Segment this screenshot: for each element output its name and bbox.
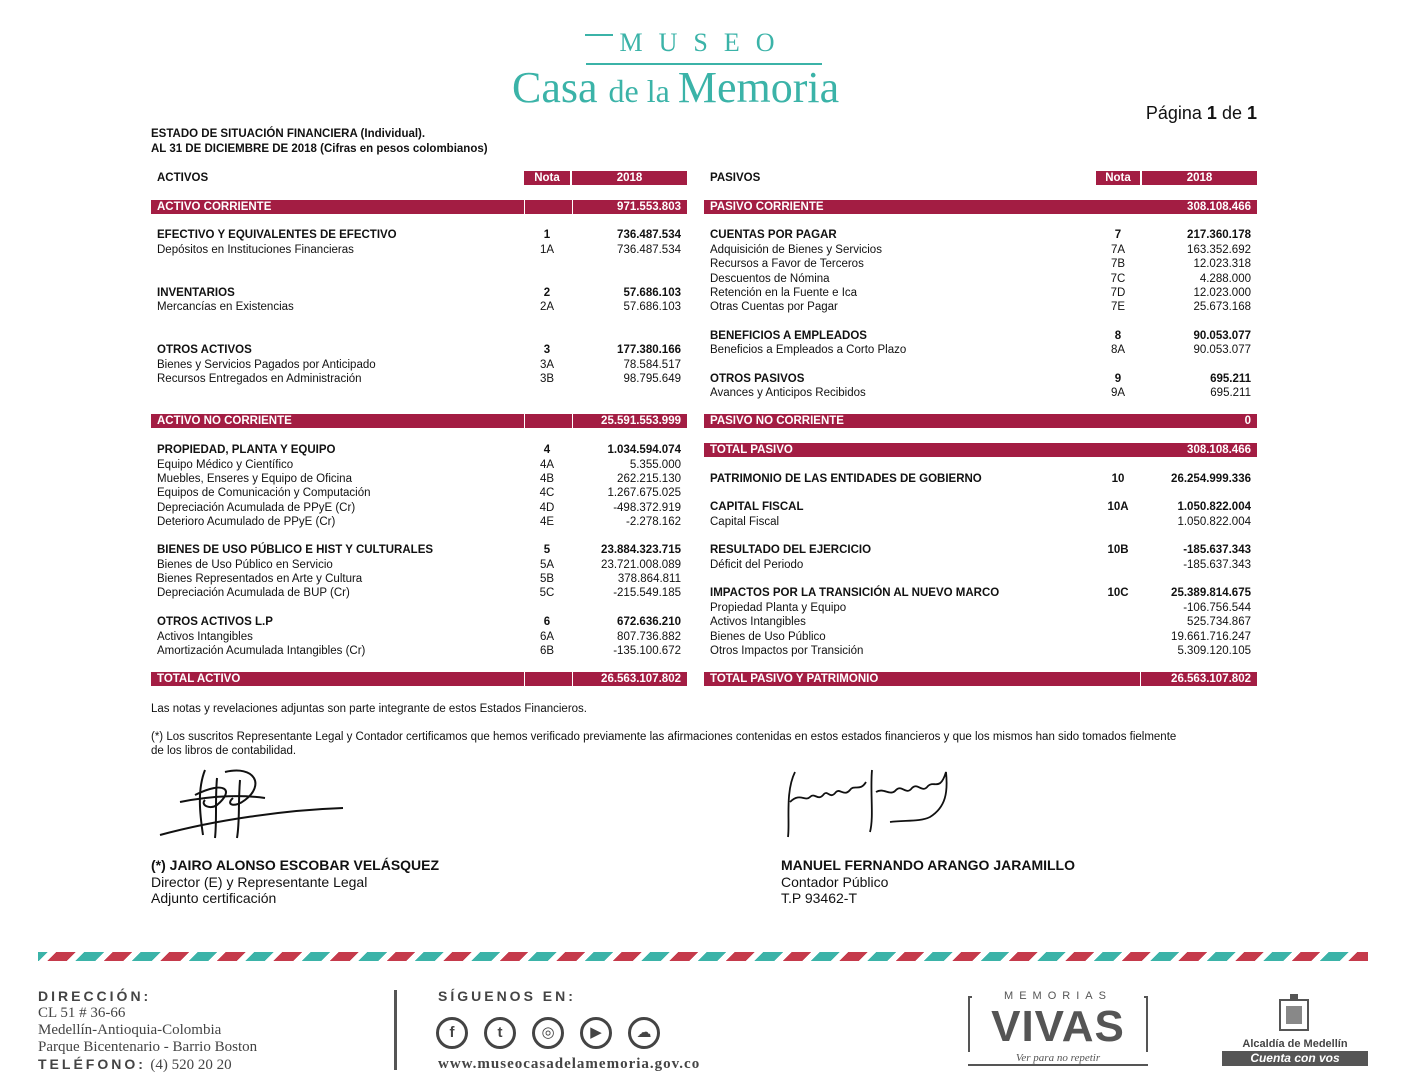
memorias-vivas-main: VIVAS [991,1002,1125,1051]
row-label: INVENTARIOS [157,287,235,299]
row-label: Recursos Entregados en Administración [157,373,362,385]
table-row [704,386,1257,400]
row-nota: 7E [1110,301,1126,313]
row-value: 525.734.867 [1187,616,1251,628]
page-of: de [1221,103,1242,123]
row-label: Equipo Médico y Científico [157,459,294,471]
table-row [704,558,1257,572]
pasivo-corriente-bar [704,200,1257,214]
bar-divider [572,414,573,428]
pasivo-no-corriente-label: PASIVO NO CORRIENTE [710,415,844,427]
row-value: 98.795.649 [623,373,681,385]
pasivo-no-corriente-value: 0 [1244,415,1251,427]
row-nota: 7 [1114,229,1122,241]
row-nota: 9 [1114,373,1122,385]
bar-divider [572,672,573,686]
footer-telefono-value: (4) 520 20 20 [150,1057,232,1073]
row-value: 672.636.210 [617,616,681,628]
row-value: 12.023.318 [1193,258,1251,270]
table-row [704,644,1257,658]
row-label: Depósitos en Instituciones Financieras [157,244,354,256]
youtube-icon[interactable]: ▶ [580,1017,612,1049]
row-nota: 6A [539,631,555,643]
table-row [704,243,1257,257]
row-label: Otros Impactos por Transición [710,645,864,657]
row-value: 12.023.000 [1193,287,1251,299]
row-value: 807.736.882 [617,631,681,643]
signature-right-extra: T.P 93462-T [781,890,858,906]
row-nota: 3A [539,359,555,371]
row-label: Amortización Acumulada Intangibles (Cr) [157,645,366,657]
row-nota: 1 [543,229,551,241]
bar-divider [524,200,525,214]
signature-right-image [780,762,960,842]
activo-corriente-bar [151,200,687,214]
report-title: ESTADO DE SITUACIÓN FINANCIERA (Individual). [151,128,426,140]
table-row [151,458,687,472]
row-value: -2.278.162 [626,516,681,528]
activo-corriente-value: 971.553.803 [617,201,681,213]
row-value: 25.673.168 [1193,301,1251,313]
activo-no-corriente-bar [151,414,687,428]
row-nota: 2 [543,287,551,299]
bar-divider [524,414,525,428]
total-pasivo-patrimonio-value: 26.563.107.802 [1171,673,1251,685]
pasivos-header-label: PASIVOS [710,172,761,184]
total-pasivo-patrimonio-label: TOTAL PASIVO Y PATRIMONIO [710,673,879,685]
row-value: -135.100.672 [613,645,681,657]
page-current: 1 [1206,103,1217,123]
signature-right-name: MANUEL FERNANDO ARANGO JARAMILLO [781,857,1075,873]
total-activo-value: 26.563.107.802 [601,673,681,685]
row-value: 23.721.008.089 [601,559,681,571]
table-row [151,572,687,586]
page-total: 1 [1246,103,1257,123]
table-row [704,257,1257,271]
row-label: Bienes de Uso Público en Servicio [157,559,333,571]
table-row [151,515,687,529]
notes-line1: Las notas y revelaciones adjuntas son parte integrante de estos Estados Financieros. [151,703,587,715]
row-value: 163.352.692 [1187,244,1251,256]
bar-divider [1140,672,1141,686]
alcaldia-shield-icon [1272,994,1316,1036]
table-row [151,300,687,314]
row-nota: 4E [539,516,555,528]
row-nota: 8 [1114,330,1122,342]
total-pasivo-value: 308.108.466 [1187,444,1251,456]
row-nota: 4 [543,444,551,456]
pasivos-header-nota: Nota [1096,171,1140,185]
table-row [704,329,1257,343]
table-row [704,343,1257,357]
table-row [151,501,687,515]
row-value: 217.360.178 [1187,229,1251,241]
activos-header-year: 2018 [572,171,687,185]
row-label: Activos Intangibles [157,631,253,643]
row-nota: 10A [1107,501,1129,513]
total-activo-label: TOTAL ACTIVO [157,673,241,685]
table-row [151,472,687,486]
row-nota: 4D [539,502,555,514]
row-value: 78.584.517 [623,359,681,371]
row-value: -185.637.343 [1183,559,1251,571]
row-value: 90.053.077 [1193,344,1251,356]
footer-telefono [38,1056,232,1074]
row-label: Activos Intangibles [710,616,806,628]
footer-divider [394,990,397,1070]
row-label: OTROS ACTIVOS [157,344,252,356]
row-label: PATRIMONIO DE LAS ENTIDADES DE GOBIERNO [710,473,982,485]
row-nota: 3 [543,344,551,356]
row-label: BIENES DE USO PÚBLICO E HIST Y CULTURALES [157,544,434,556]
logo-title-casa: Casa [512,63,609,112]
alcaldia-slogan: Cuenta con vos [1222,1051,1368,1066]
row-label: Equipos de Comunicación y Computación [157,487,371,499]
memorias-vivas-sub: Ver para no repetir [968,1052,1148,1064]
alcaldia-name: Alcaldía de Medellín [1242,1038,1348,1050]
table-row [704,515,1257,529]
activos-header [151,171,687,185]
row-nota: 7C [1110,273,1126,285]
table-row [151,486,687,500]
row-nota: 3B [539,373,555,385]
row-nota: 7B [1110,258,1126,270]
row-nota: 2A [539,301,555,313]
row-value: -215.549.185 [613,587,681,599]
table-row [704,272,1257,286]
row-nota: 5 [543,544,551,556]
row-label: Beneficios a Empleados a Corto Plazo [710,344,907,356]
row-value: 26.254.999.336 [1171,473,1251,485]
table-row [704,228,1257,242]
table-row [151,343,687,357]
row-value: 57.686.103 [623,301,681,313]
pasivo-corriente-value: 308.108.466 [1187,201,1251,213]
row-value: 262.215.130 [617,473,681,485]
table-row [704,630,1257,644]
row-value: 1.050.822.004 [1177,501,1251,513]
row-label: Adquisición de Bienes y Servicios [710,244,882,256]
row-label: Bienes y Servicios Pagados por Anticipado [157,359,376,371]
row-label: Descuentos de Nómina [710,273,830,285]
row-label: Capital Fiscal [710,516,780,528]
row-nota: 8A [1110,344,1126,356]
row-label: IMPACTOS POR LA TRANSICIÓN AL NUEVO MARCO [710,587,1000,599]
row-value: 25.389.814.675 [1171,587,1251,599]
twitter-icon[interactable]: t [484,1017,516,1049]
table-row [704,286,1257,300]
row-nota: 6B [539,645,555,657]
row-nota: 5C [539,587,555,599]
row-nota: 10 [1111,473,1125,485]
row-label: CUENTAS POR PAGAR [710,229,837,241]
activos-header-nota: Nota [524,171,570,185]
row-label: Depreciación Acumulada de BUP (Cr) [157,587,350,599]
activo-corriente-label: ACTIVO CORRIENTE [157,201,272,213]
row-label: Mercancías en Existencias [157,301,294,313]
footer-address3: Parque Bicentenario - Barrio Boston [38,1039,258,1055]
table-row [151,630,687,644]
table-row [704,500,1257,514]
row-nota: 5B [539,573,555,585]
table-row [151,543,687,557]
signature-left-name: (*) JAIRO ALONSO ESCOBAR VELÁSQUEZ [151,857,440,873]
bar-divider [572,200,573,214]
row-value: 695.211 [1210,387,1251,399]
row-value: 5.309.120.105 [1177,645,1251,657]
table-row [151,644,687,658]
activo-no-corriente-label: ACTIVO NO CORRIENTE [157,415,292,427]
logo-title-dela: de la [608,73,678,109]
pasivos-header [704,171,1257,185]
row-label: RESULTADO DEL EJERCICIO [710,544,872,556]
row-value: 5.355.000 [629,459,681,471]
row-nota: 4B [539,473,555,485]
row-label: Bienes de Uso Público [710,631,826,643]
logo-title-memoria: Memoria [677,63,840,112]
table-row [151,243,687,257]
row-value: -498.372.919 [613,502,681,514]
total-pasivo-bar [704,443,1257,457]
instagram-icon[interactable]: ◎ [532,1017,564,1049]
row-label: Retención en la Fuente e Ica [710,287,858,299]
table-row [704,586,1257,600]
page-label: Página [1145,103,1202,123]
notes-line2: (*) Los suscritos Representante Legal y Contador certificamos que hemos verificado previamente las afirmaciones contenidas en estos estados financieros y que los mismos han sido tomados fielmente [151,731,1177,743]
table-row [151,372,687,386]
report-subtitle: AL 31 DE DICIEMBRE DE 2018 (Cifras en pesos colombianos) [151,143,488,155]
row-nota: 1A [539,244,555,256]
activos-header-label: ACTIVOS [157,172,209,184]
pasivo-no-corriente-bar [704,414,1257,428]
row-nota: 10C [1107,587,1129,599]
table-row [151,586,687,600]
table-row [704,601,1257,615]
signature-right-role: Contador Público [781,874,889,890]
row-value: 1.050.822.004 [1177,516,1251,528]
logo-title [512,62,902,113]
row-nota: 6 [543,616,551,628]
row-label: Avances y Anticipos Recibidos [710,387,866,399]
row-value: 736.487.534 [617,244,681,256]
signature-left-image [155,760,355,845]
total-pasivo-patrimonio-bar [704,672,1257,686]
footer-telefono-label: TELÉFONO: [38,1056,146,1072]
total-activo-bar [151,672,687,686]
footer-siguenos: SÍGUENOS EN: [438,988,576,1004]
row-label: Depreciación Acumulada de PPyE (Cr) [157,502,356,514]
page-indicator [1110,103,1257,124]
signature-left-role: Director (E) y Representante Legal [151,874,368,890]
row-nota: 7A [1110,244,1126,256]
row-value: 90.053.077 [1193,330,1251,342]
logo-museo: MUSEO [619,28,791,57]
row-value: 1.034.594.074 [607,444,681,456]
table-row [151,558,687,572]
row-label: Recursos a Favor de Terceros [710,258,864,270]
row-label: EFECTIVO Y EQUIVALENTES DE EFECTIVO [157,229,397,241]
footer-stripe [38,952,1368,961]
bar-divider [524,672,525,686]
table-row [704,472,1257,486]
facebook-icon[interactable]: f [436,1017,468,1049]
row-value: 4.288.000 [1199,273,1251,285]
table-row [704,543,1257,557]
table-row [151,615,687,629]
row-label: Muebles, Enseres y Equipo de Oficina [157,473,352,485]
row-label: Deterioro Acumulado de PPyE (Cr) [157,516,336,528]
row-nota: 9A [1110,387,1126,399]
table-row [151,358,687,372]
footer-direccion-label: DIRECCIÓN: [38,988,152,1004]
row-label: BENEFICIOS A EMPLEADOS [710,330,867,342]
row-value: 57.686.103 [623,287,681,299]
row-label: Propiedad Planta y Equipo [710,602,847,614]
row-label: PROPIEDAD, PLANTA Y EQUIPO [157,444,336,456]
row-value: 23.884.323.715 [601,544,681,556]
table-row [151,286,687,300]
memorias-vivas-top: MEMORIAS [972,990,1144,1002]
row-nota: 10B [1107,544,1129,556]
row-nota: 5A [539,559,555,571]
notes-line3: de los libros de contabilidad. [151,745,297,757]
logo-line-left [585,34,613,36]
activo-no-corriente-value: 25.591.553.999 [601,415,681,427]
row-label: Otras Cuentas por Pagar [710,301,838,313]
pasivo-corriente-label: PASIVO CORRIENTE [710,201,824,213]
row-nota: 4A [539,459,555,471]
pasivos-header-year: 2018 [1142,171,1257,185]
footer-address2: Medellín-Antioquia-Colombia [38,1022,222,1038]
row-nota: 4C [539,487,555,499]
table-row [704,300,1257,314]
row-value: 736.487.534 [617,229,681,241]
row-label: Bienes Representados en Arte y Cultura [157,573,363,585]
row-value: -185.637.343 [1183,544,1251,556]
soundcloud-icon[interactable]: ☁ [628,1017,660,1049]
row-value: -106.756.544 [1183,602,1251,614]
row-label: OTROS ACTIVOS L.P [157,616,273,628]
row-value: 695.211 [1210,373,1251,385]
table-row [704,372,1257,386]
footer-website[interactable]: www.museocasadelamemoria.gov.co [438,1056,701,1072]
row-label: Déficit del Periodo [710,559,804,571]
table-row [151,443,687,457]
footer-address1: CL 51 # 36-66 [38,1005,126,1021]
table-row [151,228,687,242]
row-nota: 7D [1110,287,1126,299]
signature-left-extra: Adjunto certificación [151,890,277,906]
total-pasivo-label: TOTAL PASIVO [710,444,793,456]
row-label: OTROS PASIVOS [710,373,805,385]
row-value: 1.267.675.025 [607,487,681,499]
table-row [704,615,1257,629]
row-label: CAPITAL FISCAL [710,501,804,513]
row-value: 177.380.166 [617,344,681,356]
row-value: 378.864.811 [617,573,681,585]
row-value: 19.661.716.247 [1171,631,1251,643]
